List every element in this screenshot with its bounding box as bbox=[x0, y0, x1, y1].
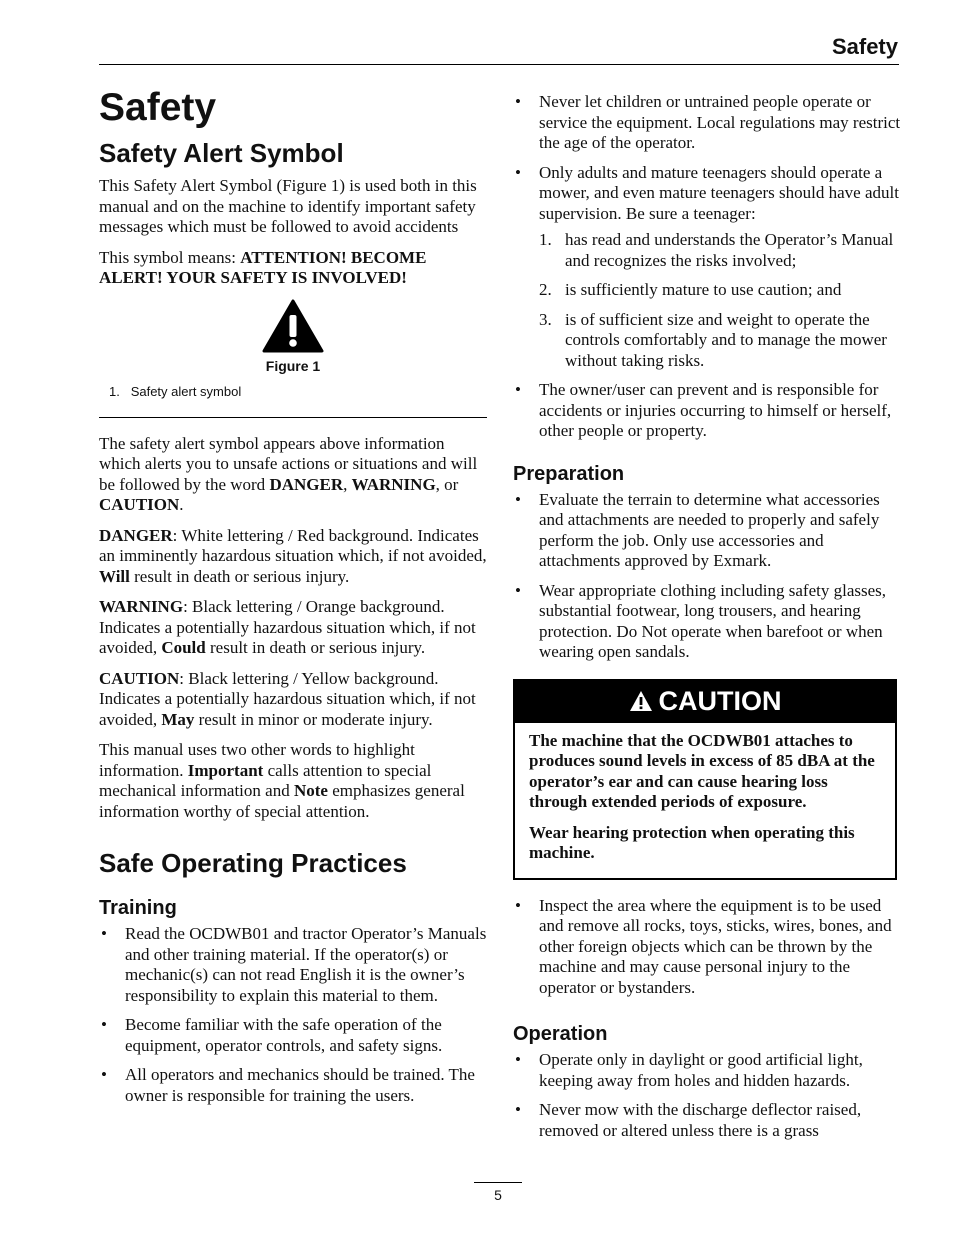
left-column bbox=[99, 86, 487, 1115]
caution-definition: CAUTION: Black lettering / Yellow background. Indicates a potentially hazardous situation which, if not avoided, May result in minor or moderate injury. bbox=[99, 668, 476, 729]
subheading-operation: Operation bbox=[513, 1023, 608, 1045]
teenager-conditions-list bbox=[539, 230, 901, 371]
inspect-list bbox=[513, 896, 901, 999]
numbered-item: 3. is of sufficient size and weight to operate the controls comfortably and to manage the mower without taking risks. bbox=[539, 309, 887, 370]
caution-header bbox=[515, 681, 895, 723]
page-number: 5 bbox=[474, 1182, 522, 1203]
training-list bbox=[99, 924, 487, 1106]
list-item: • Evaluate the terrain to determine what accessories and attachments are needed to properly and safely perform the job. Only use accessories and attachments approved by Exmark. bbox=[513, 490, 901, 572]
preparation-list bbox=[513, 490, 901, 663]
subheading-preparation: Preparation bbox=[513, 462, 625, 485]
caution-text: The machine that the OCDWB01 attaches to produces sound levels in excess of 85 dBA at the operator’s ear and can cause hearing loss through extended periods of exposure. bbox=[529, 730, 875, 811]
training-list-continued bbox=[513, 92, 901, 442]
header-rule bbox=[99, 64, 899, 65]
safety-alert-triangle-icon bbox=[262, 299, 324, 353]
subheading-training: Training bbox=[99, 897, 177, 919]
page-title: Safety bbox=[99, 86, 217, 129]
list-item: • Never mow with the discharge deflector raised, removed or altered unless there is a grass bbox=[513, 1100, 901, 1141]
running-head: Safety bbox=[831, 34, 898, 59]
operation-list bbox=[513, 1050, 901, 1141]
numbered-item: 1. has read and understands the Operator’s Manual and recognizes the risks involved; bbox=[539, 230, 894, 270]
list-item: • Become familiar with the safe operation of the equipment, operator controls, and safety signs. bbox=[99, 1015, 487, 1056]
list-item: • Operate only in daylight or good artificial light, keeping away from holes and hidden hazards. bbox=[513, 1050, 901, 1091]
list-item: • Inspect the area where the equipment is to be used and remove all rocks, toys, sticks, wires, bones, and other foreign objects which can be thrown by the machine and may cause personal injury to the operator or bystanders. bbox=[513, 896, 901, 999]
symbol-meaning-paragraph: This symbol means: ATTENTION! BECOME ALERT! YOUR SAFETY IS INVOLVED! bbox=[99, 247, 427, 287]
numbered-item: 2. is sufficiently mature to use caution; and bbox=[539, 280, 842, 299]
signal-words-paragraph: The safety alert symbol appears above information which alerts you to unsafe actions or situations and will be followed by the word DANGER, WARNING, or CAUTION. bbox=[99, 433, 478, 514]
list-item: • The owner/user can prevent and is responsible for accidents or injuries occurring to himself or herself, other people or property. bbox=[513, 380, 901, 442]
alert-paragraph: This Safety Alert Symbol (Figure 1) is used both in this manual and on the machine to identify important safety messages which must be followed to avoid accidents bbox=[99, 176, 477, 236]
caution-text: Wear hearing protection when operating this machine. bbox=[529, 822, 855, 862]
warning-triangle-icon bbox=[629, 690, 653, 712]
figure-1 bbox=[99, 299, 487, 374]
list-item: • Read the OCDWB01 and tractor Operator’s Manuals and other training material. If the operator(s) or mechanic(s) can not read English it is the owner’s responsibility to explain this material to them. bbox=[99, 924, 487, 1006]
list-item: • All operators and mechanics should be trained. The owner is responsible for training the users. bbox=[99, 1065, 487, 1106]
section-heading-alert-symbol: Safety Alert Symbol bbox=[99, 138, 344, 168]
right-column bbox=[513, 92, 901, 1150]
list-item: • Only adults and mature teenagers should operate a mower, and even mature teenagers should have adult supervision. Be sure a teenager: 1. has read and understands the Operator’s Manual and recognizes the risks involved; 2. is sufficiently mature to use caution; and 3. is of sufficient size and weight to operate the controls comfortably and to manage the mower without taking risks. bbox=[513, 163, 901, 372]
caution-body bbox=[515, 723, 895, 878]
caution-box bbox=[513, 679, 897, 880]
section-heading-practices: Safe Operating Practices bbox=[99, 848, 407, 878]
list-item: • Never let children or untrained people operate or service the equipment. Local regulations may restrict the age of the operator. bbox=[513, 92, 901, 154]
figure-rule bbox=[99, 417, 487, 418]
figure-caption: Figure 1 bbox=[265, 357, 321, 374]
caution-title: CAUTION bbox=[658, 685, 782, 716]
figure-key: 1. Safety alert symbol bbox=[109, 383, 242, 399]
warning-definition: WARNING: Black lettering / Orange background. Indicates a potentially hazardous situation which, if not avoided, Could result in death or serious injury. bbox=[99, 597, 476, 657]
danger-definition: DANGER: White lettering / Red background. Indicates an imminently hazardous situation which, if not avoided, Will result in death or serious injury. bbox=[99, 525, 487, 586]
list-item: • Wear appropriate clothing including safety glasses, substantial footwear, long trousers, and hearing protection. Do Not operate when barefoot or when wearing open sandals. bbox=[513, 581, 901, 663]
other-words-paragraph: This manual uses two other words to highlight information. Important calls attention to special mechanical information and Note emphasizes general information worthy of special attention. bbox=[99, 740, 465, 821]
